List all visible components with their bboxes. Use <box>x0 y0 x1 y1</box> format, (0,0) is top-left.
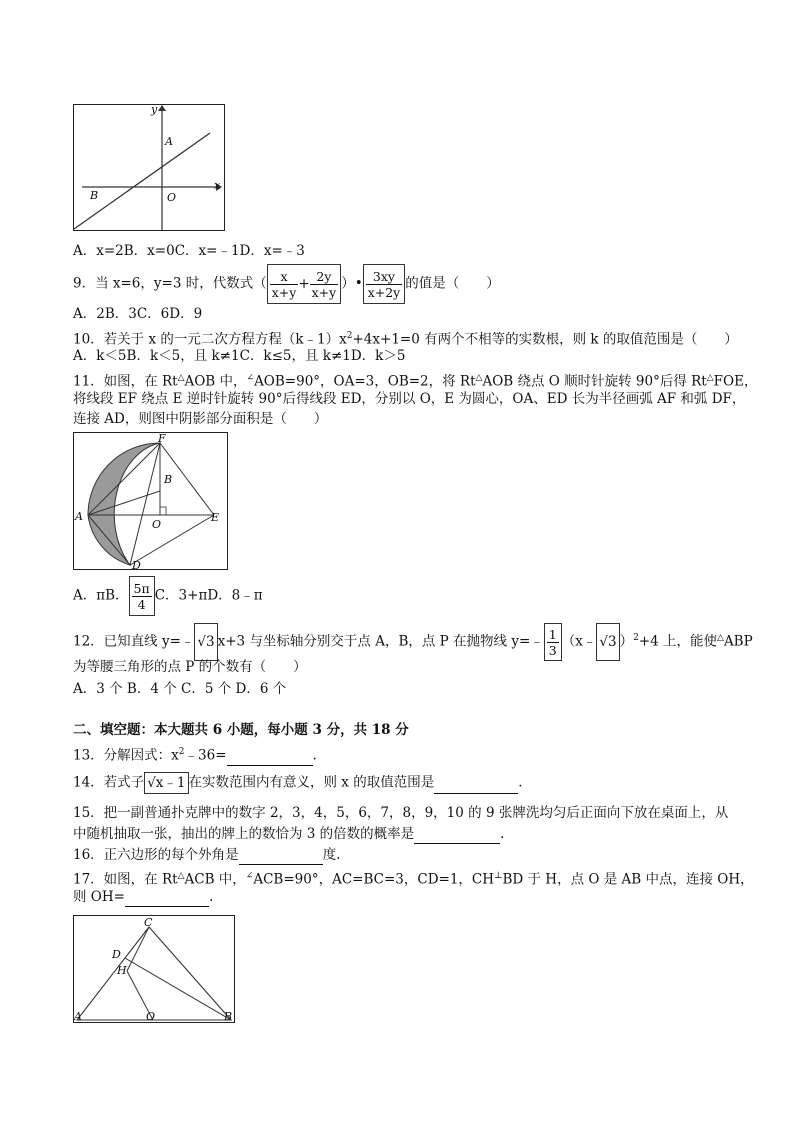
q17-text-d: BD 于 H，点 O 是 AB 中点，连接 OH， <box>502 871 754 888</box>
q8-options: A．x=2B．x=0C．x=﹣1D．x=﹣3 <box>73 243 305 259</box>
q12-exponent: 2 <box>633 633 639 643</box>
q17-text-c: ACB=90°，AC=BC=3，CD=1，CH <box>253 871 495 888</box>
triangle-symbol: △ <box>475 373 483 383</box>
q17-text-l2: 则 OH= <box>73 889 125 905</box>
q14-end: . <box>518 774 523 791</box>
q11-text-b: AOB 中， <box>184 373 247 390</box>
q14-question <box>73 772 523 794</box>
point-c-label: C <box>144 916 153 929</box>
q14-answer-blank[interactable] <box>434 777 518 794</box>
q13-question <box>73 742 317 766</box>
angle-symbol: ∠ <box>246 373 255 383</box>
point-o-label: O <box>152 518 162 531</box>
q13-end: . <box>312 747 317 764</box>
q13-answer-blank[interactable] <box>227 749 313 766</box>
q10-exponent: 2 <box>346 331 353 341</box>
q9-text-post: 的值是（ ） <box>405 275 500 292</box>
q13-text-a: 13．分解因式：x <box>73 747 179 764</box>
q10-options: A．k＜5B．k＜5，且 k≠1C．k≤5，且 k≠1D．k＞5 <box>73 348 406 364</box>
line-graph-figure <box>73 104 225 231</box>
rotation-shaded-figure <box>73 432 228 570</box>
q12-text-f: ABP <box>723 633 753 650</box>
section-title: 二、填空题：本大题共 6 小题，每小题 3 分，共 18 分 <box>73 722 409 738</box>
point-h-label: H <box>117 964 127 977</box>
q16-question <box>73 845 340 865</box>
q12-frac-den: 3 <box>548 643 557 658</box>
y-axis-label: y <box>151 105 158 116</box>
q11-opt-frac-box <box>129 576 155 616</box>
q16-text-a: 16．正六边形的每个外角是 <box>73 847 239 863</box>
q11-options <box>73 576 263 616</box>
perpendicular-symbol: ⊥ <box>494 871 503 881</box>
q12-text-e: +4 上，能使 <box>638 633 718 650</box>
q9-frac3-box <box>363 264 406 304</box>
q12-text-d: ） <box>619 633 634 650</box>
triangle-symbol: △ <box>177 373 185 383</box>
q16-answer-blank[interactable] <box>239 848 323 865</box>
q9-text-mid: ）• <box>341 275 363 292</box>
q9-sum-box <box>267 264 342 304</box>
q11-text-d: AOB 绕点 O 顺时针旋转 90°后得 Rt <box>482 373 707 390</box>
point-d-label: D <box>112 948 121 961</box>
q11-opt-b: C．3+πD．8﹣π <box>154 587 263 604</box>
q15-line2 <box>73 824 504 844</box>
q12-text-b: x+3 与坐标轴分别交于点 A，B，点 P 在抛物线 y=﹣ <box>217 633 544 650</box>
point-f-label: F <box>158 433 166 445</box>
q9-question <box>73 264 500 304</box>
q12-text-a: 12．已知直线 y=﹣ <box>73 633 195 650</box>
q17-line1 <box>73 866 754 890</box>
q14-text-b: 在实数范围内有意义，则 x 的取值范围是 <box>188 774 435 791</box>
x-axis-label: x <box>214 179 221 192</box>
triangle-symbol: △ <box>717 633 724 643</box>
q15-answer-blank[interactable] <box>414 827 500 844</box>
point-d-label: D <box>132 559 141 569</box>
q15-text: 中随机抽取一张，抽出的牌上的数恰为 3 的倍数的概率是 <box>73 826 415 842</box>
q11-opt-frac-num: 5π <box>133 581 150 596</box>
right-triangle-figure <box>73 915 235 1023</box>
q9-frac2-num: 2y <box>310 269 339 285</box>
point-a-label: A <box>74 1010 82 1022</box>
point-e-label: E <box>211 511 220 524</box>
q11-line3: 连接 AD，则图中阴影部分面积是（ ） <box>73 411 328 427</box>
q17-end: . <box>208 889 214 905</box>
q16-text-b: 度. <box>322 847 341 863</box>
q9-plus: + <box>298 276 310 292</box>
q9-frac2-den: x+y <box>311 285 337 300</box>
q9-options: A．2B．3C．6D．9 <box>73 306 203 322</box>
q17-text-b: ACB 中， <box>184 871 246 888</box>
q12-frac-box <box>544 623 562 661</box>
q12-line2: 为等腰三角形的点 P 的个数有（ ） <box>73 659 307 675</box>
q17-line2 <box>73 887 213 907</box>
q10-text-a: 10．若关于 x 的一元二次方程方程（k﹣1）x <box>73 331 347 348</box>
q15-line1: 15．把一副普通扑克牌中的数字 2，3，4，5，6，7，8，9，10 的 9 张牌洗均匀后正面向下放在桌面上，从 <box>73 805 729 821</box>
q12-line1 <box>73 620 753 661</box>
q9-frac3-den: x+2y <box>367 285 401 300</box>
q14-sqrt: √x﹣1 <box>144 772 188 794</box>
q17-text-a: 17．如图，在 Rt <box>73 871 178 888</box>
q11-opt-frac-den: 4 <box>137 597 146 612</box>
origin-label: O <box>167 191 177 204</box>
q13-text-b: ﹣36= <box>184 747 227 764</box>
q12-text-c: （x﹣ <box>561 633 597 650</box>
q10-text-b: +4x+1=0 有两个不相等的实数根，则 k 的取值范围是（ ） <box>352 331 738 348</box>
q11-text-a: 11．如图，在 Rt <box>73 373 178 390</box>
point-a-label: A <box>165 135 173 148</box>
point-b-label: B <box>164 473 173 486</box>
q9-frac1-num: x <box>270 269 299 285</box>
q11-text-c: AOB=90°，OA=3，OB=2，将 Rt <box>254 373 476 390</box>
angle-symbol: ∠ <box>245 871 254 881</box>
q11-opt-a: A．πB． <box>73 587 129 604</box>
point-a-label: A <box>75 510 83 523</box>
q9-frac3-num: 3xy <box>366 269 403 285</box>
q12-frac-num: 1 <box>548 627 557 642</box>
point-b-label: B <box>90 189 99 202</box>
q9-text-pre: 9．当 x=6，y=3 时，代数式（ <box>73 275 267 292</box>
triangle-symbol: △ <box>177 871 185 881</box>
q9-frac1-den: x+y <box>271 285 297 300</box>
q11-line1 <box>73 368 757 392</box>
point-b-label: B <box>224 1010 233 1022</box>
q17-answer-blank[interactable] <box>125 890 209 907</box>
q14-text-a: 14．若式子 <box>73 774 145 791</box>
point-o-label: O <box>146 1010 156 1022</box>
triangle-symbol: △ <box>706 373 714 383</box>
q11-text-e: FOE， <box>713 373 758 390</box>
q13-exponent: 2 <box>178 747 185 757</box>
q12-sqrt2: √3 <box>596 623 619 661</box>
q15-end: . <box>500 826 505 842</box>
q12-options: A．3 个 B．4 个 C．5 个 D．6 个 <box>73 681 287 697</box>
q11-line2: 将线段 EF 绕点 E 逆时针旋转 90°后得线段 ED，分别以 O，E 为圆心，OA、ED 长为半径画弧 AF 和弧 DF， <box>73 391 746 407</box>
q12-sqrt1: √3 <box>194 623 217 661</box>
